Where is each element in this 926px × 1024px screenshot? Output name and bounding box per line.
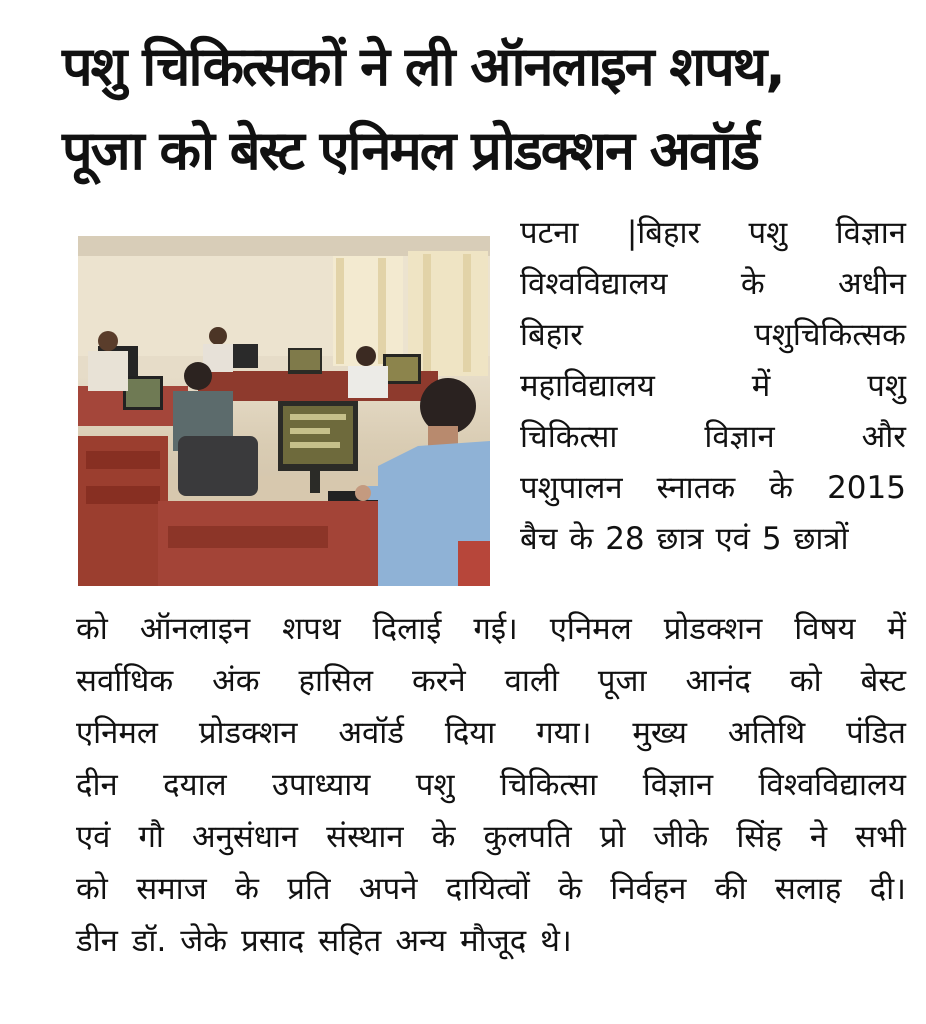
lead-line-3 (520, 312, 906, 358)
body-word: के (235, 871, 259, 907)
lead-word: के (740, 266, 765, 302)
body-word: एनिमल (76, 715, 158, 751)
lead-line-4 (520, 363, 906, 409)
body-word: सिंह (736, 819, 782, 855)
body-word: एवं (76, 819, 111, 855)
lead-word: 5 (761, 521, 782, 557)
lead-word: पटना (520, 215, 579, 251)
headline-line-2: पूजा को बेस्ट एनिमल प्रोडक्शन अवॉर्ड (62, 119, 758, 182)
photo-illustration (78, 236, 490, 586)
body-word: सभी (855, 819, 906, 855)
body-word: अनुसंधान (191, 819, 299, 855)
body-line-6 (76, 866, 906, 912)
lead-word: महाविद्यालय (520, 368, 655, 404)
body-word: मौजूद (460, 923, 527, 959)
body-word: दीन (76, 767, 118, 803)
body-word: को (76, 611, 108, 647)
lead-word: एवं (715, 521, 750, 557)
body-word: ने (809, 819, 828, 855)
body-word: जेके (180, 923, 228, 959)
lead-word: में (751, 368, 771, 404)
lead-word: पशुपालन (520, 470, 623, 506)
lead-line-5 (520, 414, 906, 460)
lead-line-7 (520, 516, 906, 562)
body-word: सहित (318, 923, 382, 959)
body-word: विश्वविद्यालय (758, 767, 906, 803)
news-photo (78, 236, 490, 586)
lead-word: बिहार (520, 317, 583, 353)
body-word: प्रो (599, 819, 626, 855)
body-word: में (887, 611, 906, 647)
lead-word: अधीन (838, 266, 906, 302)
body-word: करने (411, 663, 466, 699)
body-word: वाली (504, 663, 559, 699)
body-word: अवॉर्ड (338, 715, 404, 751)
body-word: डीन (76, 923, 118, 959)
body-word: एनिमल (549, 611, 632, 647)
body-word: दिया (444, 715, 496, 751)
body-word: दी। (869, 871, 906, 907)
body-word: सर्वाधिक (76, 663, 174, 699)
body-word: आनंद (685, 663, 751, 699)
body-word: की (714, 871, 747, 907)
body-line-2 (76, 658, 906, 704)
body-word: संस्थान (326, 819, 404, 855)
body-word: गई। (473, 611, 518, 647)
body-word: मुख्य (632, 715, 688, 751)
body-word: डॉ. (131, 923, 167, 959)
lead-word: पशु (748, 215, 788, 251)
body-word: दिलाई (372, 611, 442, 647)
body-word: दयाल (163, 767, 227, 803)
body-word: जीके (653, 819, 709, 855)
lead-word: चिकित्सा (520, 419, 618, 455)
lead-line-1 (520, 210, 906, 256)
lead-line-6 (520, 465, 906, 511)
body-word: को (789, 663, 822, 699)
lead-word: 28 (605, 521, 645, 557)
lead-word: 2015 (827, 470, 906, 506)
lead-line-2 (520, 261, 906, 307)
body-word: थे। (540, 923, 572, 959)
lead-word: विज्ञान (835, 215, 906, 251)
body-word: सलाह (774, 871, 842, 907)
body-line-5 (76, 814, 906, 860)
body-word: समाज (136, 871, 207, 907)
body-line-7 (76, 918, 906, 964)
body-word: अंक (212, 663, 260, 699)
lead-word: के (769, 470, 794, 506)
body-word: अन्य (395, 923, 447, 959)
body-word: ऑनलाइन (139, 611, 251, 647)
body-word: के (558, 871, 582, 907)
body-word: प्रोडक्शन (663, 611, 763, 647)
lead-word: स्नातक (656, 470, 736, 506)
body-word: उपाध्याय (272, 767, 371, 803)
body-word: को (76, 871, 108, 907)
body-word: प्रसाद (241, 923, 305, 959)
lead-word: छात्र (656, 521, 704, 557)
body-word: दायित्वों (445, 871, 530, 907)
body-line-1 (76, 606, 906, 652)
body-word: पशु (415, 767, 455, 803)
lead-word: पशुचिकित्सक (754, 317, 906, 353)
body-word: विषय (794, 611, 856, 647)
body-word: के (431, 819, 456, 855)
body-word: पंडित (846, 715, 906, 751)
body-word: पूजा (597, 663, 647, 699)
lead-word: |बिहार (626, 215, 701, 251)
body-line-3 (76, 710, 906, 756)
body-word: निर्वहन (610, 871, 687, 907)
lead-word: विज्ञान (704, 419, 775, 455)
body-word: चिकित्सा (499, 767, 598, 803)
headline-line-1: पशु चिकित्सकों ने ली ऑनलाइन शपथ, (62, 35, 784, 98)
body-line-4 (76, 762, 906, 808)
body-word: प्रति (287, 871, 331, 907)
lead-word: बैच (520, 521, 558, 557)
body-word: अतिथि (727, 715, 806, 751)
body-word: विज्ञान (642, 767, 714, 803)
body-word: गौ (138, 819, 164, 855)
body-word: बेस्ट (860, 663, 906, 699)
body-word: गया। (536, 715, 592, 751)
lead-word: के (569, 521, 594, 557)
lead-word: छात्रों (793, 521, 849, 557)
lead-word: पशु (867, 368, 906, 404)
body-word: शपथ (282, 611, 341, 647)
lead-word: और (861, 419, 906, 455)
body-word: हासिल (298, 663, 374, 699)
lead-word: विश्वविद्यालय (520, 266, 668, 302)
body-word: कुलपति (483, 819, 572, 855)
body-word: अपने (358, 871, 418, 907)
body-word: प्रोडक्शन (198, 715, 298, 751)
